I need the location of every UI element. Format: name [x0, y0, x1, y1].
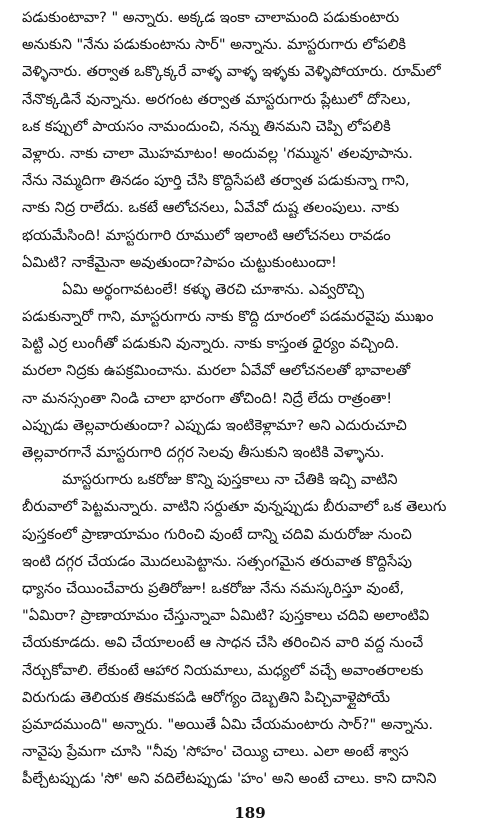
- text-line: పీల్చేటప్పుడు 'సో' అని వదిలేటప్పుడు 'హం' అని అంటే చాలు. కాని దానిని: [22, 770, 437, 788]
- text-line: తెల్లవారగానే మాస్టరుగారి దగ్గర సెలవు తీసుకుని ఇంటికి వెళ్ళాను.: [22, 444, 385, 461]
- text-line: వెళ్లారు. నాకు చాలా మొహమాటం! అందువల్ల 'గమ్మున' తలవూపాను.: [22, 144, 413, 162]
- text-line: ధ్యానం చేయించేవారు ప్రతిరోజూ! ఒకరోజు నేను నమస్కరిస్తూ వుంటే,: [22, 579, 405, 597]
- text-line: భయమేసింది! మాస్టరుగారి రూములో ఇలాంటి ఆలోచనలు రావడం: [22, 226, 391, 244]
- text-line: పడుకుంటావా? " అన్నారు. అక్కడ ఇంకా చాలామంది పడుకుంటారు: [22, 9, 400, 26]
- text-line: పుస్తకంలో ప్రాణాయామం గురించి వుంటే దాన్ని చదివి మరురోజు నుంచి: [22, 525, 412, 543]
- text-line: నా మనస్సంతా నిండి చాలా భారంగా తోచింది! నిద్రే లేదు రాత్రంతా!: [22, 389, 393, 407]
- text-line: నావైపు ప్రేమగా చూసి "నీవు 'సోహం' చెయ్యి చాలు. ఎలా అంటే శ్వాస: [22, 743, 409, 761]
- text-line: విరుగుడు తెలియక తికమకపడి ఆరోగ్యం దెబ్బతిని పిచ్చివాళ్లైపోయే: [22, 688, 391, 706]
- text-line: నేనొక్కడినే వున్నాను. అరగంట తర్వాత మాస్టరుగారు ప్లేటులో దోసెలు,: [22, 90, 411, 108]
- text-line: అనుకుని "నేను పడుకుంటాను సార్" అన్నాను. మాస్టరుగారు లోపలికి: [22, 36, 407, 54]
- page-number: 189: [234, 804, 266, 822]
- text-line: చేయకూడదు. అవి చేయాలంటే ఆ సాధన చేసి తరించిన వారి వద్ద నుంచే: [22, 634, 424, 652]
- text-line: పడుకున్నారో గాని, మాస్టరుగారు నాకు కొద్ది దూరంలో పడమరవైపు ముఖం: [22, 308, 434, 326]
- body-text: [22, 4, 492, 792]
- text-line: ప్రమాదముంది" అన్నారు. "అయితే ఏమి చేయమంటారు సార్?" అన్నాను.: [22, 715, 434, 733]
- paragraph-start-line: మాస్టరుగారు ఒకరోజు కొన్ని పుస్తకాలు నా చేతికి ఇచ్చి వాటిని: [62, 471, 398, 489]
- text-line: ఇంటి దగ్గర చేయడం మొదలుపెట్టాను. సత్సంగమైన తరువాత కొద్దిసేపు: [22, 552, 412, 570]
- text-line: బీరువాలో పెట్టమన్నారు. వాటిని సర్దుతూ వున్నప్పుడు బీరువాలో ఒక తెలుగు: [22, 498, 447, 516]
- text-line: ఏమిటి? నాకేమైనా అవుతుందా?పాపం చుట్టుకుంటుందా!: [22, 253, 337, 271]
- text-line: వెళ్ళినారు. తర్వాత ఒక్కొక్కరే వాళ్ళ వాళ్ళ ఇళ్ళకు వెళ్ళిపోయారు. రూమ్‌లో: [22, 63, 441, 81]
- text-line: మరలా నిద్రకు ఉపక్రమించాను. మరలా ఏవేవో ఆలోచనలతో భావాలతో: [22, 362, 411, 380]
- text-line: పెట్టి ఎర్ర లుంగీతో పడుకుని వున్నారు. నాకు కాస్తంత ధైర్యం వచ్చింది.: [22, 335, 400, 353]
- text-line: నాకు నిద్ర రాలేదు. ఒకటే ఆలోచనలు, ఏవేవో దుష్ట తలంపులు. నాకు: [22, 199, 400, 217]
- paragraph-start-line: ఏమి అర్థంగావటంలే! కళ్ళు తెరచి చూశాను. ఎవ్వరొచ్చి: [62, 280, 365, 298]
- text-line: "ఏమిరా? ప్రాణాయామం చేస్తున్నావా ఏమిటి? పుస్తకాలు చదివి అలాంటివి: [22, 607, 430, 625]
- text-line: నేర్చుకోవాలి. లేకుంటే ఆహార నియమాలు, మధ్యలో వచ్చే అవాంతరాలకు: [22, 661, 424, 679]
- text-line: ఒక కప్పులో పాయసం నామందుంచి, నన్ను తినమని చెప్పి లోపలికి: [22, 117, 391, 135]
- text-line: నేను నెమ్మదిగా తినడం పూర్తి చేసి కొద్దిసేపటి తర్వాత పడుకున్నా గాని,: [22, 172, 410, 190]
- text-line: ఎప్పుడు తెల్లవారుతుందా? ఎప్పుడు ఇంటికెళ్లామా? అని ఎదురుచూచి: [22, 416, 407, 434]
